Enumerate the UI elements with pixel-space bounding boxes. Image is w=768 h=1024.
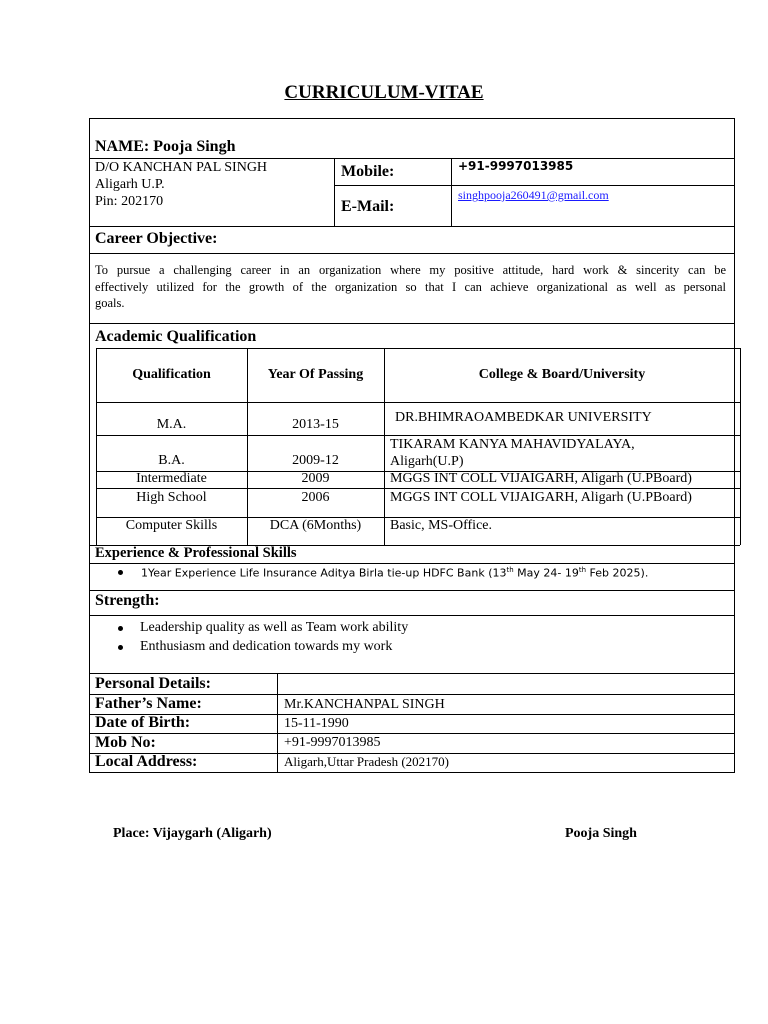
bullet-icon — [118, 626, 123, 631]
objective-line: To pursue a challenging career in an organization where my positive attitude, hard work & sincerity can be — [95, 263, 726, 277]
table-cell-qualification: M.A. — [156, 417, 187, 432]
name-value: Pooja Singh — [153, 138, 236, 155]
address-line: Aligarh U.P. — [95, 177, 165, 192]
experience-text: May 24- 19 — [513, 566, 579, 580]
table-cell-qualification: Intermediate — [136, 471, 207, 486]
career-objective-heading: Career Objective: — [95, 230, 218, 247]
name-label: NAME: — [95, 138, 150, 155]
experience-heading: Experience & Professional Skills — [95, 545, 297, 561]
objective-line: goals. — [95, 296, 125, 310]
table-cell-college: MGGS INT COLL VIJAIGARH, Aligarh (U.PBoard) — [390, 490, 692, 505]
column-header-year: Year Of Passing — [267, 367, 364, 382]
table-cell-year: 2009 — [301, 471, 330, 486]
bullet-icon — [118, 645, 123, 650]
superscript: th — [506, 566, 514, 574]
table-cell-year: 2013-15 — [292, 417, 339, 432]
address-line: D/O KANCHAN PAL SINGH — [95, 160, 268, 175]
bullet-icon — [118, 570, 123, 575]
dob-value: 15-11-1990 — [284, 716, 349, 731]
local-address-label: Local Address: — [95, 753, 198, 770]
column-header-qualification: Qualification — [132, 367, 211, 382]
college-line: Aligarh(U.P) — [390, 454, 464, 469]
table-cell-college: DR.BHIMRAOAMBEDKAR UNIVERSITY — [395, 410, 652, 425]
strength-item: Leadership quality as well as Team work ability — [140, 620, 409, 635]
career-objective-text — [95, 262, 726, 312]
table-cell-qualification: B.A. — [158, 453, 185, 468]
college-line: TIKARAM KANYA MAHAVIDYALAYA, — [390, 437, 635, 452]
personal-heading: Personal Details: — [95, 675, 211, 692]
superscript: th — [578, 566, 587, 574]
table-cell-college: MGGS INT COLL VIJAIGARH, Aligarh (U.PBoard) — [390, 471, 692, 486]
dob-label: Date of Birth: — [95, 714, 191, 731]
place-text: Place: Vijaygarh (Aligarh) — [113, 826, 272, 841]
strength-item: Enthusiasm and dedication towards my work — [140, 639, 393, 654]
table-cell-college — [390, 436, 635, 470]
father-name-value: Mr.KANCHANPAL SINGH — [284, 697, 445, 712]
table-cell-year: DCA (6Months) — [269, 518, 362, 533]
mob-label: Mob No: — [95, 734, 156, 751]
name-row — [95, 138, 235, 156]
experience-text: Feb 2025). — [586, 566, 649, 580]
experience-text: 1Year Experience Life Insurance Aditya Birla tie-up HDFC Bank (13 — [141, 566, 507, 580]
mob-value: +91-9997013985 — [284, 735, 381, 750]
signature-name: Pooja Singh — [565, 826, 637, 841]
address-block — [95, 159, 267, 210]
table-cell-year: 2006 — [301, 490, 330, 505]
table-cell-qualification: Computer Skills — [125, 518, 218, 533]
email-label: E-Mail: — [341, 198, 395, 215]
document-title: CURRICULUM-VITAE — [284, 82, 484, 103]
objective-line: effectively utilized for the growth of the organization so that I can achieve organizational as well as personal — [95, 279, 726, 294]
strength-heading: Strength: — [95, 592, 160, 609]
academic-heading: Academic Qualification — [95, 328, 257, 345]
column-header-college: College & Board/University — [478, 367, 646, 382]
table-cell-college: Basic, MS-Office. — [390, 518, 492, 533]
local-address-value: Aligarh,Uttar Pradesh (202170) — [284, 754, 449, 769]
table-cell-year: 2009-12 — [292, 453, 339, 468]
mobile-label: Mobile: — [341, 163, 395, 180]
father-name-label: Father’s Name: — [95, 695, 202, 712]
address-line: Pin: 202170 — [95, 194, 164, 209]
mobile-value: +91-9997013985 — [458, 159, 574, 173]
experience-item — [141, 566, 648, 580]
email-link[interactable]: singhpooja260491@gmail.com — [458, 188, 609, 202]
table-cell-qualification: High School — [136, 490, 207, 505]
